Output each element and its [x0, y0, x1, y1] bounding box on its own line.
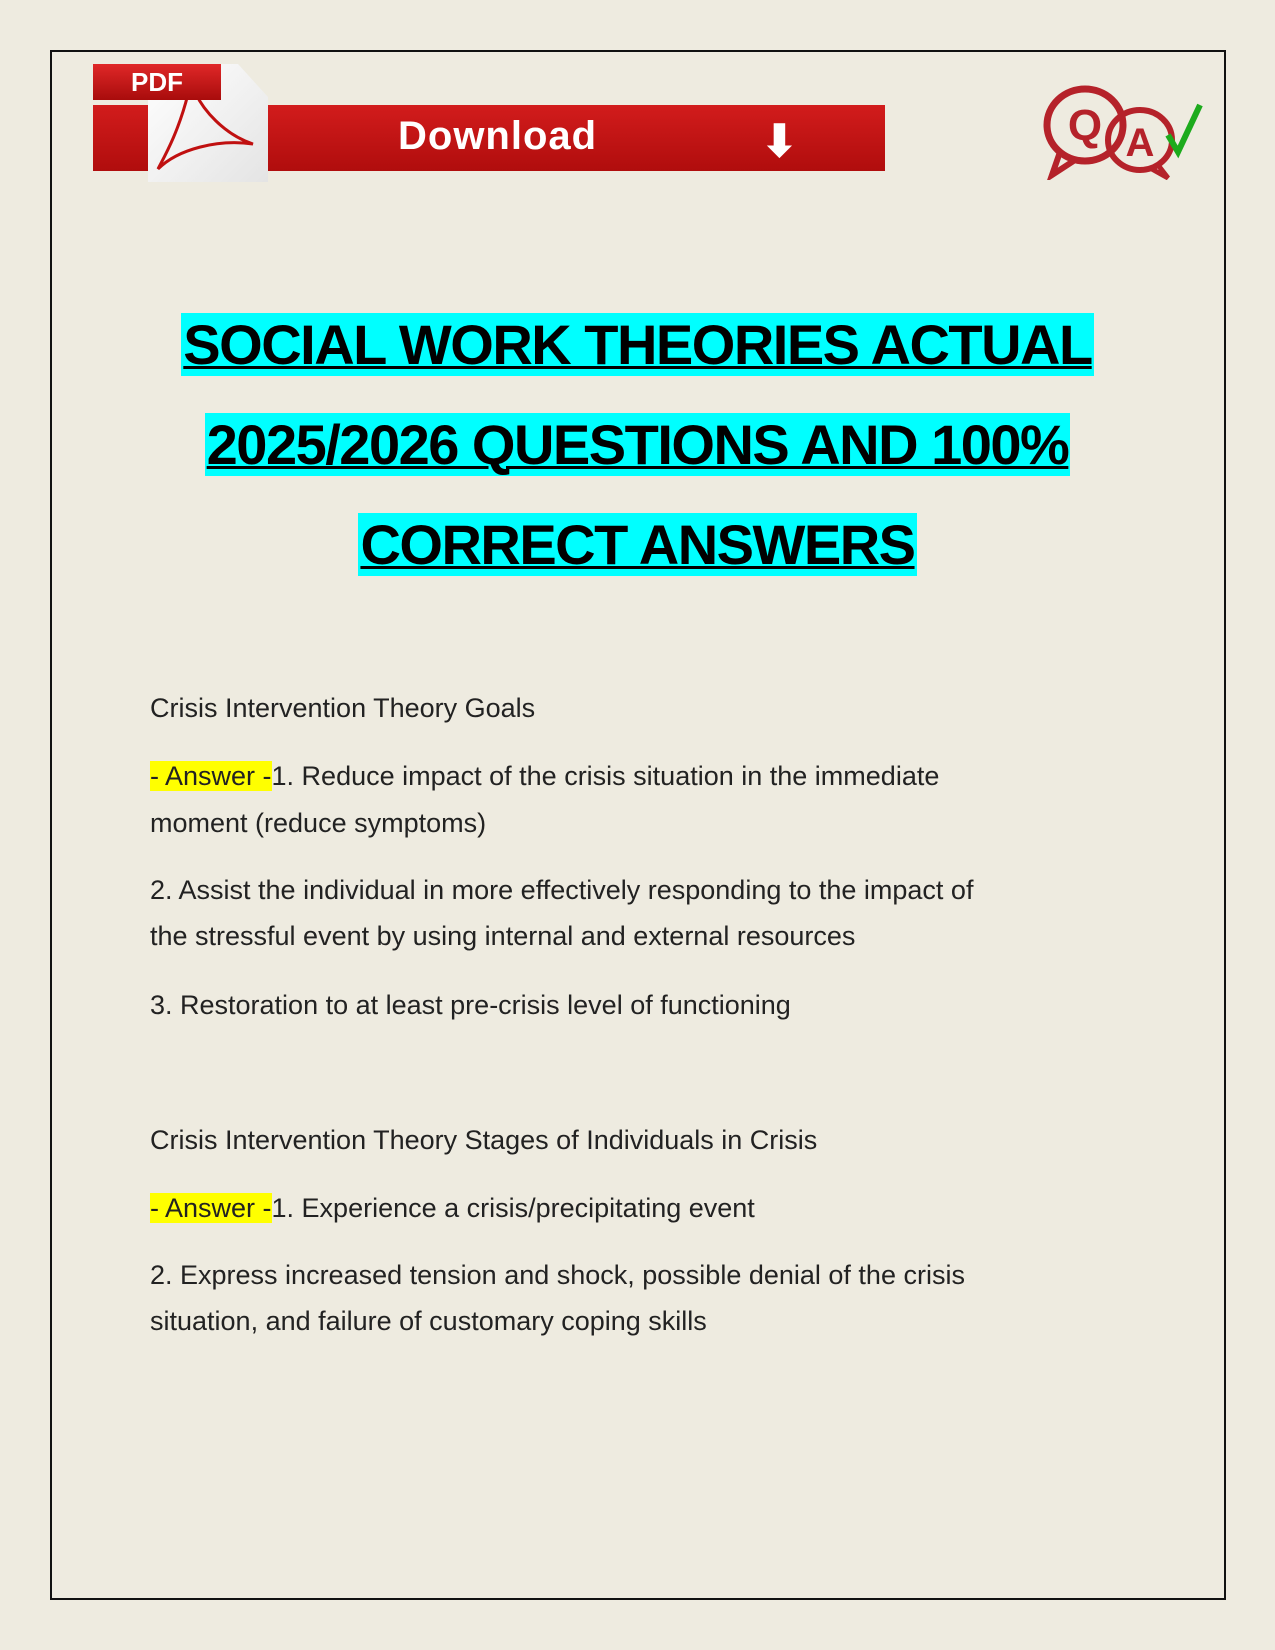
answer-1-line: 3. Restoration to at least pre-crisis level of functioning — [150, 990, 791, 1020]
answer-2-line: - Answer -1. Experience a crisis/precipitating event — [150, 1193, 755, 1223]
download-label[interactable]: Download — [398, 114, 598, 158]
logo-a: A — [1125, 121, 1155, 165]
title-line-1: SOCIAL WORK THEORIES ACTUAL — [183, 313, 1092, 376]
answer-1-line: the stressful event by using internal and external resources — [150, 921, 856, 951]
logo-q: Q — [1067, 101, 1103, 150]
question-2: Crisis Intervention Theory Stages of Individuals in Crisis — [150, 1125, 818, 1155]
title-line-2: 2025/2026 QUESTIONS AND 100% — [206, 413, 1069, 476]
pdf-label: PDF — [93, 64, 221, 100]
title-line-3: CORRECT ANSWERS — [360, 513, 915, 576]
qa-logo-icon — [1040, 80, 1210, 180]
answer-2-line: 2. Express increased tension and shock, possible denial of the crisis — [150, 1260, 965, 1290]
answer-1-line: moment (reduce symptoms) — [150, 808, 487, 838]
answer-1-line: - Answer -1. Reduce impact of the crisis situation in the immediate — [150, 761, 940, 791]
download-arrow-icon: ⬇ — [761, 117, 798, 166]
answer-2-line: situation, and failure of customary coping skills — [150, 1306, 707, 1336]
answer-1-line: 2. Assist the individual in more effectively responding to the impact of — [150, 875, 974, 905]
answer-prefix: - Answer - — [150, 761, 272, 791]
answer-prefix: - Answer - — [150, 1193, 272, 1223]
pdf-download-banner[interactable] — [93, 62, 885, 182]
question-1: Crisis Intervention Theory Goals — [150, 693, 536, 723]
